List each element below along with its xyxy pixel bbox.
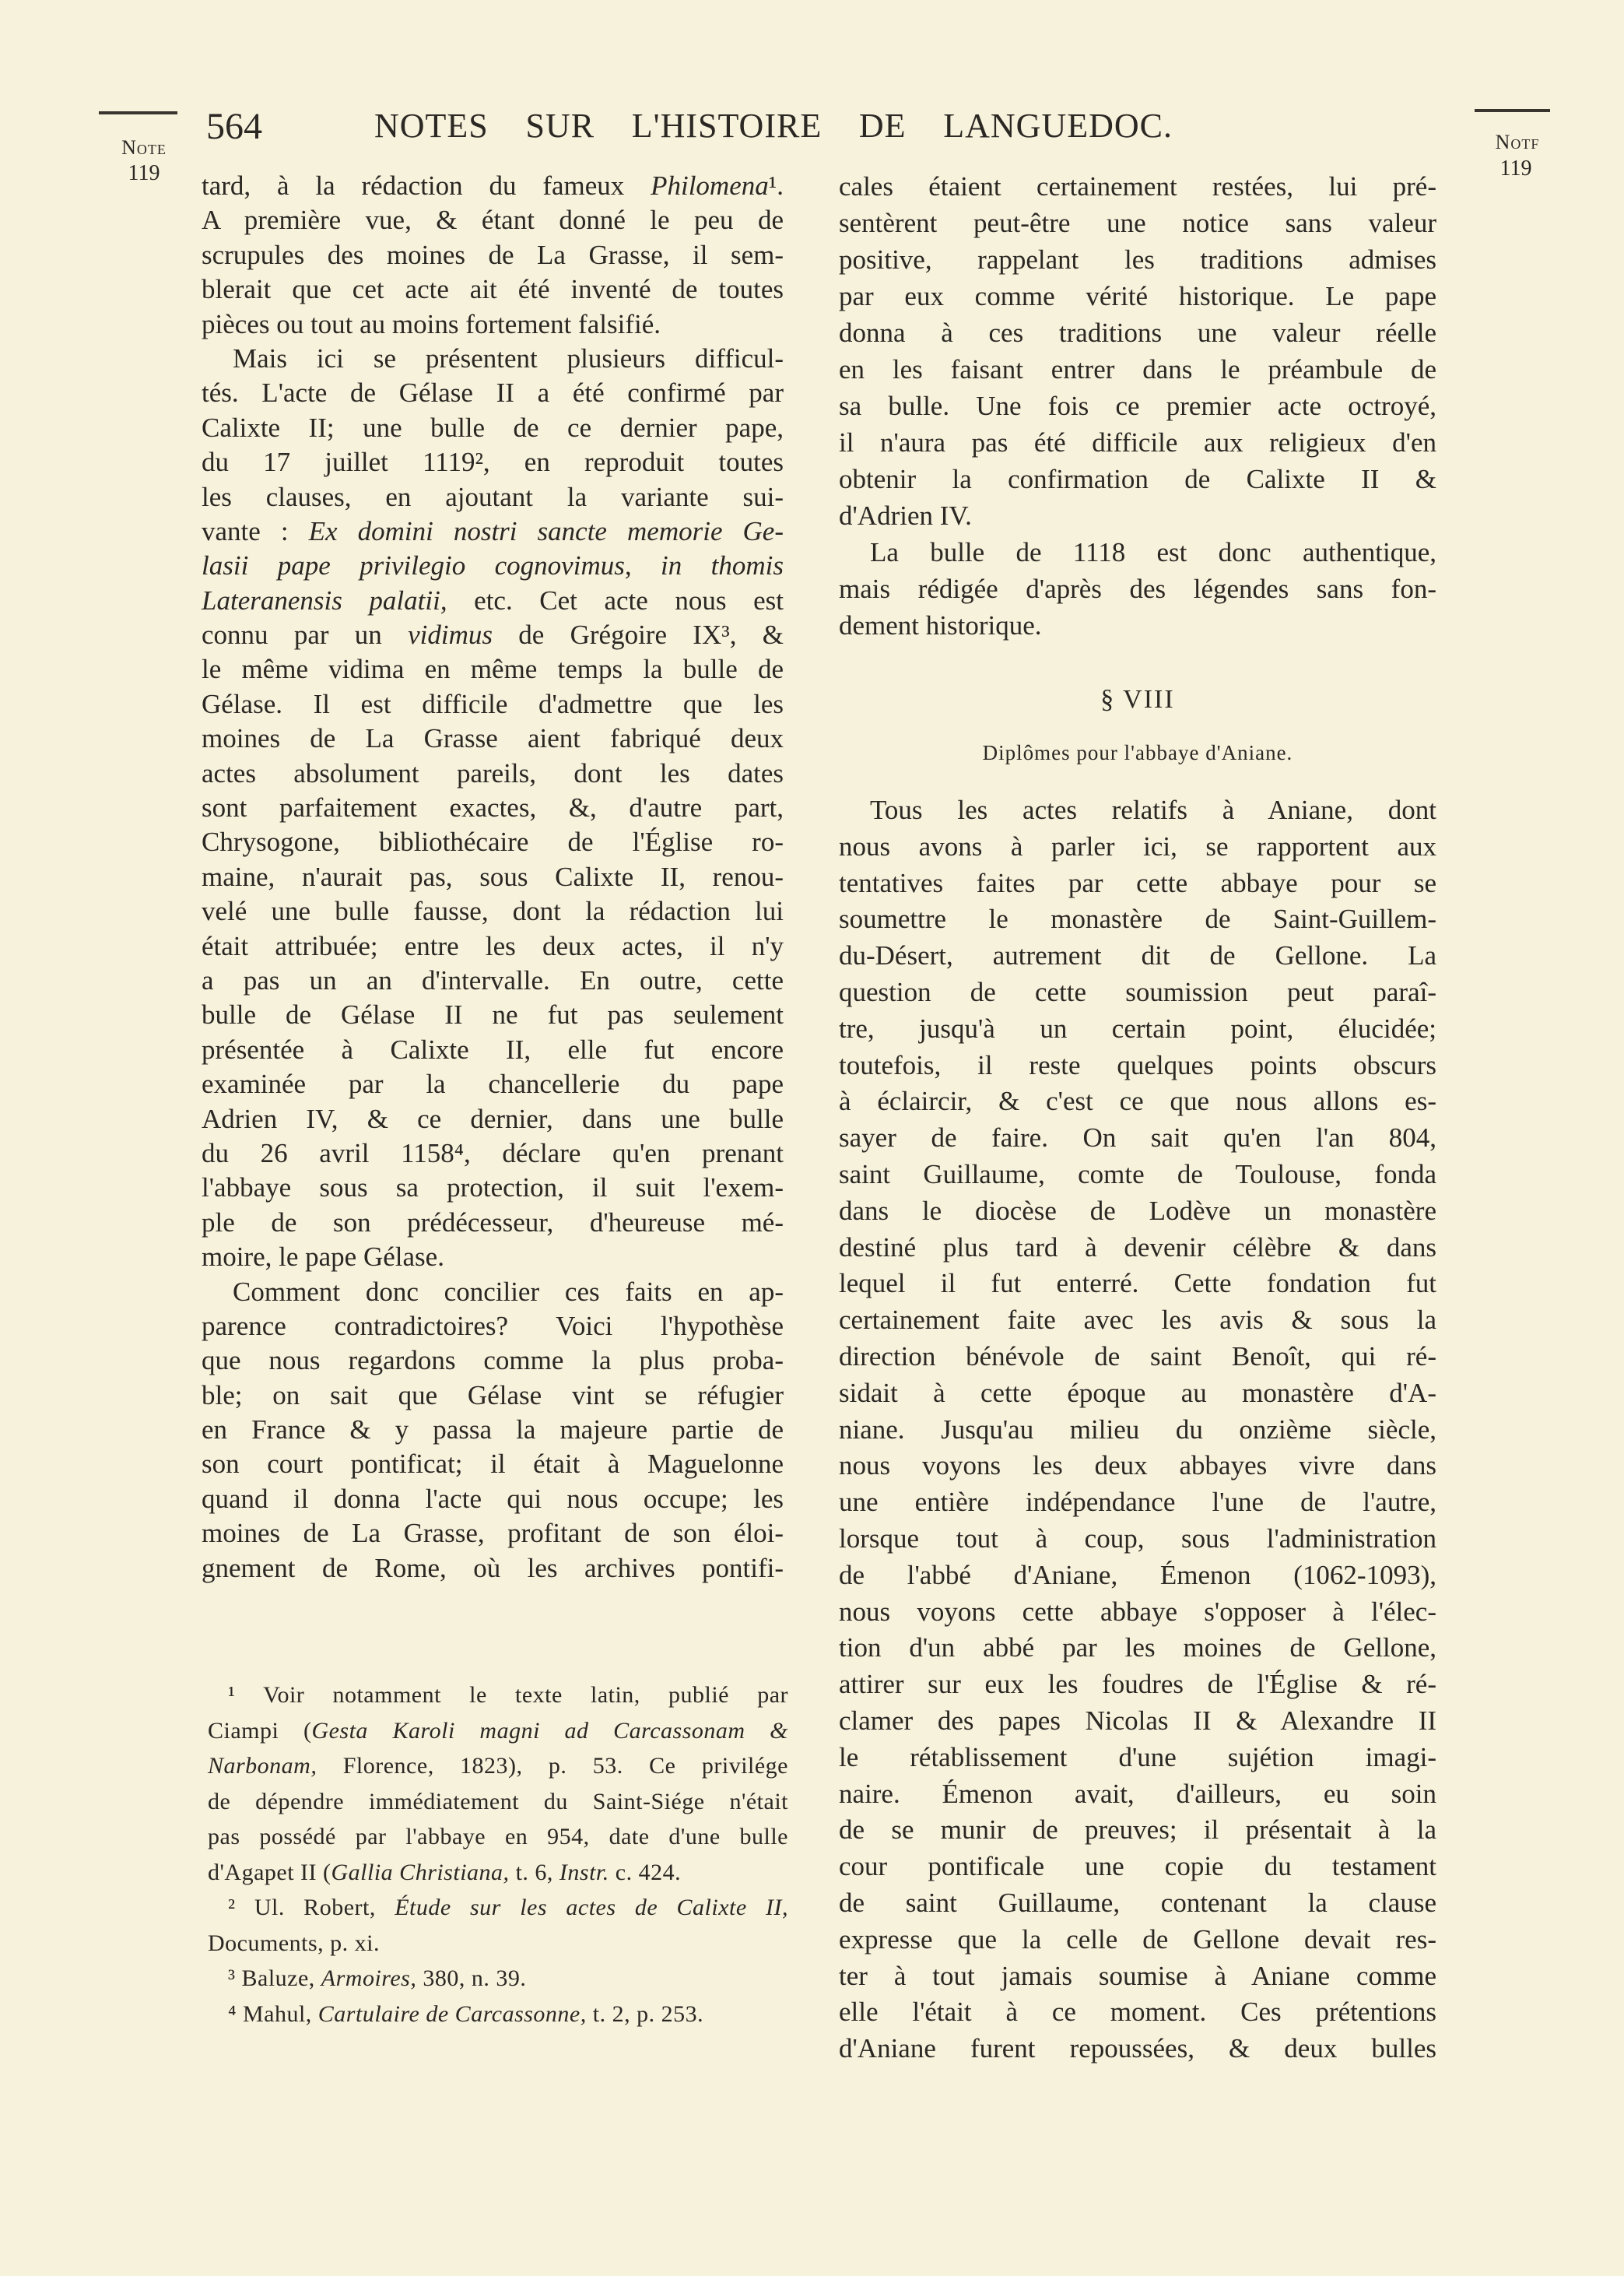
text-segment: de saint Guillaume, contenant la clause [839,1887,1436,1918]
italic-segment: Gesta Karoli magni ad Carcassonam & [311,1717,788,1744]
text-segment: sa bulle. Une fois ce premier acte octroyé, [839,391,1436,421]
text-segment: Adrien IV, & ce dernier, dans une bulle [202,1103,784,1134]
text-line [839,1302,1436,1339]
text-segment: une entière indépendance l'une de l'autre, [839,1487,1436,1518]
text-segment: destiné plus tard à devenir célèbre & dans [839,1231,1436,1263]
text-line [202,515,784,549]
text-line [839,1703,1436,1740]
text-line [202,1275,784,1309]
text-line [202,791,784,825]
text-line [202,825,784,859]
text-line [202,964,784,998]
text-line [839,607,1436,644]
text-segment: sayer de faire. On sait qu'en l'an 804, [839,1122,1436,1154]
text-line [839,1375,1436,1412]
text-line [839,1266,1436,1302]
text-segment: etc. Cet acte nous est [447,585,784,616]
text-segment: t. 6, [509,1859,559,1885]
text-segment: A première vue, & étant donné le peu de [202,205,784,236]
text-segment: en France & y passa la majeure partie de [202,1414,784,1445]
text-line [839,1120,1436,1157]
text-line [202,1551,784,1586]
italic-segment: Instr. [559,1859,609,1885]
text-segment: connu par un [202,620,409,651]
text-line [839,938,1436,975]
text-segment: ble; on sait que Gélase vint se réfugier [202,1379,784,1410]
text-line [839,1157,1436,1193]
text-segment: attirer sur eux les foudres de l'Église & ré- [839,1669,1436,1700]
text-segment: tentatives faites par cette abbaye pour se [839,867,1436,898]
text-line [839,351,1436,388]
text-line [202,1136,784,1171]
italic-segment: Gallia Christiana, [331,1859,510,1885]
text-line [202,445,784,479]
text-segment: tés. L'acte de Gélase II a été confirmé par [202,378,784,409]
text-segment: Comment donc concilier ces faits en ap- [233,1276,784,1307]
text-segment: maine, n'aurait pas, sous Calixte II, renou- [202,861,784,892]
text-line [839,1667,1436,1703]
text-segment: tard, à la rédaction du fameux [202,170,651,201]
text-line [839,866,1436,902]
text-line [202,203,784,237]
text-segment: Chrysogone, bibliothécaire de l'Église ro- [202,827,784,858]
text-segment: dans le diocèse de Lodève un monastère [839,1195,1436,1226]
text-segment: saint Guillaume, comte de Toulouse, fonda [839,1158,1436,1189]
text-segment: pas possédé par l'abbaye en 954, date d'une bulle [208,1824,788,1849]
text-segment: t. 2, p. 253. [586,2000,704,2027]
text-line [839,205,1436,241]
text-segment: sentèrent peut-être une notice sans valeur [839,208,1436,238]
text-line [839,1193,1436,1230]
text-line [202,342,784,376]
text-line [202,1067,784,1101]
text-line [202,1309,784,1343]
text-segment: mais rédigée d'après des légendes sans fon- [839,574,1436,604]
text-segment: moines de La Grasse, profitant de son éloi- [202,1518,784,1549]
text-line [202,757,784,791]
text-segment: du 17 juillet 1119², en reproduit toutes [202,447,784,478]
text-line [202,860,784,894]
text-line [202,1102,784,1136]
text-segment: ⁴ Mahul, [228,2000,318,2027]
text-segment: l'abbaye sous sa protection, il suit l'exem- [202,1172,784,1203]
text-segment: Documents, p. xi. [208,1930,380,1956]
text-line [208,1819,788,1855]
text-line [839,1448,1436,1484]
text-line [208,1748,788,1784]
text-line [839,1558,1436,1594]
text-segment: niane. Jusqu'au milieu du onzième siècle, [839,1414,1436,1445]
text-line [202,1206,784,1240]
text-line [839,1521,1436,1558]
text-segment: d'Adrien IV. [839,501,972,531]
text-line [202,272,784,307]
text-line [202,411,784,445]
text-segment: ¹ Voir notamment le texte latin, publié par [228,1682,788,1708]
text-segment: Ciampi ( [208,1717,312,1744]
text-segment: que nous regardons comme la plus proba- [202,1345,784,1376]
text-segment: scrupules des moines de La Grasse, il sem- [202,239,784,270]
text-line [839,497,1436,534]
section-title: Diplômes pour l'abbaye d'Aniane. [982,741,1293,764]
text-line [839,1230,1436,1266]
text-line [202,1240,784,1274]
text-segment: tion d'un abbé par les moines de Gellone, [839,1632,1436,1663]
text-segment: à éclaircir, & c'est ce que nous allons es- [839,1086,1436,1117]
text-line [839,1994,1436,2031]
text-segment: lequel il fut enterré. Cette fondation fut [839,1268,1436,1299]
margin-note-number-right: 119 [1499,156,1532,181]
text-segment: sont parfaitement exactes, &, d'autre part, [202,792,784,824]
section-number: § VIII [1100,685,1175,714]
text-line [208,1713,788,1749]
text-line [202,1171,784,1205]
page-number: 564 [206,106,262,147]
margin-rule-right [1475,109,1550,112]
text-line [839,1048,1436,1084]
text-segment: La bulle de 1118 est donc authentique, [870,537,1436,567]
text-line [839,388,1436,424]
text-segment: donna à ces traditions une valeur réelle [839,318,1436,348]
italic-segment: Narbonam, [208,1753,317,1779]
text-line [839,1084,1436,1120]
text-segment: ter à tout jamais soumise à Aniane comme [839,1960,1436,1991]
text-segment: positive, rappelant les traditions admises [839,244,1436,275]
text-line [202,1379,784,1413]
text-line [839,1484,1436,1521]
text-segment: en les faisant entrer dans le préambule de [839,354,1436,385]
text-line [202,722,784,756]
text-line [208,1961,788,1997]
left-column [202,169,784,1586]
text-line [839,1812,1436,1849]
text-line [208,1890,788,1926]
margin-note-number-left: 119 [128,161,160,185]
text-segment: moines de La Grasse aient fabriqué deux [202,723,784,754]
text-line [839,1849,1436,1885]
text-line [202,1516,784,1551]
text-segment: velé une bulle fausse, dont la rédaction lui [202,896,784,927]
text-segment: vante : [202,515,309,546]
italic-segment: vidimus [408,620,493,651]
right-column-top [839,168,1436,644]
text-line [839,278,1436,314]
footnotes [208,1677,788,2032]
text-segment: 380, n. 39. [416,1965,527,1991]
text-line [202,894,784,929]
text-line [208,1997,788,2032]
text-line [839,1412,1436,1449]
text-segment: ¹. [768,170,784,201]
text-line [208,1784,788,1820]
text-line [839,1885,1436,1922]
italic-segment: Lateranensis palatii, [202,585,447,616]
text-segment: bulle de Gélase II ne fut pas seulement [202,999,784,1031]
text-line [202,376,784,410]
margin-note-label-left: Note [121,136,167,159]
text-line [839,2031,1436,2067]
text-segment: pièces ou tout au moins fortement falsifié. [202,308,661,339]
text-line [839,534,1436,571]
text-line [839,829,1436,866]
text-line [208,1926,788,1962]
text-segment: de l'abbé d'Aniane, Émenon (1062-1093), [839,1559,1436,1590]
text-segment: les clauses, en ajoutant la variante sui- [202,481,784,512]
text-segment: d'Aniane furent repoussées, & deux bulles [839,2033,1436,2064]
text-line [202,1482,784,1516]
text-segment: actes absolument pareils, dont les dates [202,757,784,789]
text-segment: sidait à cette époque au monastère d'A- [839,1377,1436,1408]
text-segment: tre, jusqu'à un certain point, élucidée; [839,1013,1436,1044]
text-segment: nous voyons cette abbaye s'opposer à l'élec- [839,1596,1436,1627]
text-segment: clamer des papes Nicolas II & Alexandre II [839,1705,1436,1736]
text-segment: c. 424. [609,1859,682,1885]
text-line [839,1740,1436,1776]
text-segment: cour pontificale une copie du testament [839,1851,1436,1882]
text-segment: Calixte II; une bulle de ce dernier pape, [202,412,784,443]
text-segment: Tous les actes relatifs à Aniane, dont [870,795,1436,825]
text-segment: certainement faite avec les avis & sous la [839,1305,1436,1336]
text-line [839,901,1436,938]
text-segment: nous voyons les deux abbayes vivre dans [839,1450,1436,1481]
text-line [839,975,1436,1011]
text-segment: lorsque tout à coup, sous l'administration [839,1523,1436,1554]
text-line [202,549,784,583]
text-segment: de dépendre immédiatement du Saint-Siége n'était [208,1788,788,1814]
text-segment: ple de son prédécesseur, d'heureuse mé- [202,1206,784,1238]
text-line [202,929,784,964]
italic-segment: Armoires, [321,1965,417,1991]
text-line [839,461,1436,497]
text-segment: a pas un an d'intervalle. En outre, cette [202,964,784,996]
text-line [202,480,784,515]
text-segment: Gélase. Il est difficile d'admettre que les [202,688,784,719]
text-line [202,307,784,342]
text-line [839,1922,1436,1958]
text-segment: dement historique. [839,610,1042,641]
text-segment: parence contradictoires? Voici l'hypothèse [202,1310,784,1341]
text-line [839,1776,1436,1813]
text-line [839,241,1436,278]
text-line [839,424,1436,461]
text-line [839,571,1436,607]
running-title: NOTES SUR L'HISTOIRE DE LANGUEDOC. [374,107,1173,145]
text-segment: examinée par la chancellerie du pape [202,1069,784,1100]
text-segment: Florence, 1823), p. 53. Ce privilége [317,1753,788,1779]
text-segment: question de cette soumission peut paraî- [839,976,1436,1007]
text-segment: ³ Baluze, [228,1965,321,1991]
text-line [202,584,784,618]
text-segment: cales étaient certainement restées, lui pré- [839,171,1436,202]
text-segment: d'Agapet II ( [208,1859,331,1885]
text-segment: le même vidima en même temps la bulle de [202,654,784,685]
text-line [202,1413,784,1447]
text-line [202,1033,784,1067]
text-segment: direction bénévole de saint Benoît, qui ré- [839,1340,1436,1372]
italic-segment: Étude sur les actes de Calixte II, [395,1895,788,1920]
text-segment: du-Désert, autrement dit de Gellone. La [839,940,1436,971]
text-line [202,998,784,1032]
text-line [839,1594,1436,1631]
text-segment: blerait que cet acte ait été inventé de toutes [202,274,784,305]
text-line [202,618,784,652]
text-line [839,168,1436,205]
italic-segment: Ex domini nostri sancte memorie Ge- [308,515,784,546]
text-segment: de Grégoire IX³, & [493,620,784,651]
text-line [202,238,784,272]
text-segment: présentée à Calixte II, elle fut encore [202,1034,784,1065]
text-line [839,792,1436,829]
italic-segment: Philomena [651,170,769,201]
text-line [208,1855,788,1891]
text-segment: elle l'était à ce moment. Ces prétentions [839,1997,1436,2028]
text-line [202,652,784,687]
text-line [839,1011,1436,1048]
text-line [839,314,1436,351]
text-segment: de se munir de preuves; il présentait à la [839,1814,1436,1846]
text-line [839,1630,1436,1667]
margin-rule-left [99,111,177,114]
italic-segment: Cartulaire de Carcassonne, [317,2000,587,2027]
text-segment: quand il donna l'acte qui nous occupe; les [202,1483,784,1514]
text-line [208,1677,788,1713]
text-segment: le rétablissement d'une sujétion imagi- [839,1741,1436,1772]
text-segment: était attribuée; entre les deux actes, il n'y [202,930,784,961]
text-line [202,687,784,722]
right-column-bottom [839,792,1436,2067]
text-line [202,1343,784,1378]
text-segment: expresse que la celle de Gellone devait res- [839,1923,1436,1955]
italic-segment: lasii pape privilegio cognovimus, in thomis [202,550,784,581]
text-segment: obtenir la confirmation de Calixte II & [839,464,1436,494]
text-segment: naire. Émenon avait, d'ailleurs, eu soin [839,1778,1436,1809]
text-line [202,1447,784,1481]
margin-note-label-right: Notf [1495,131,1540,153]
text-segment: moire, le pape Gélase. [202,1242,444,1273]
text-segment: du 26 avril 1158⁴, déclare qu'en prenant [202,1137,784,1168]
text-line [839,1339,1436,1375]
text-segment: il n'aura pas été difficile aux religieux d'en [839,427,1436,458]
text-line [202,169,784,203]
text-segment: nous avons à parler ici, se rapportent aux [839,831,1436,862]
text-segment: soumettre le monastère de Saint-Guillem- [839,904,1436,935]
text-line [839,1958,1436,1995]
text-segment: Mais ici se présentent plusieurs difficul- [233,342,784,374]
text-segment: son court pontificat; il était à Maguelonne [202,1449,784,1480]
text-segment: toutefois, il reste quelques points obscurs [839,1049,1436,1080]
text-segment: ² Ul. Robert, [228,1895,395,1920]
text-segment: gnement de Rome, où les archives pontifi- [202,1552,784,1583]
text-segment: par eux comme vérité historique. Le pape [839,281,1436,311]
